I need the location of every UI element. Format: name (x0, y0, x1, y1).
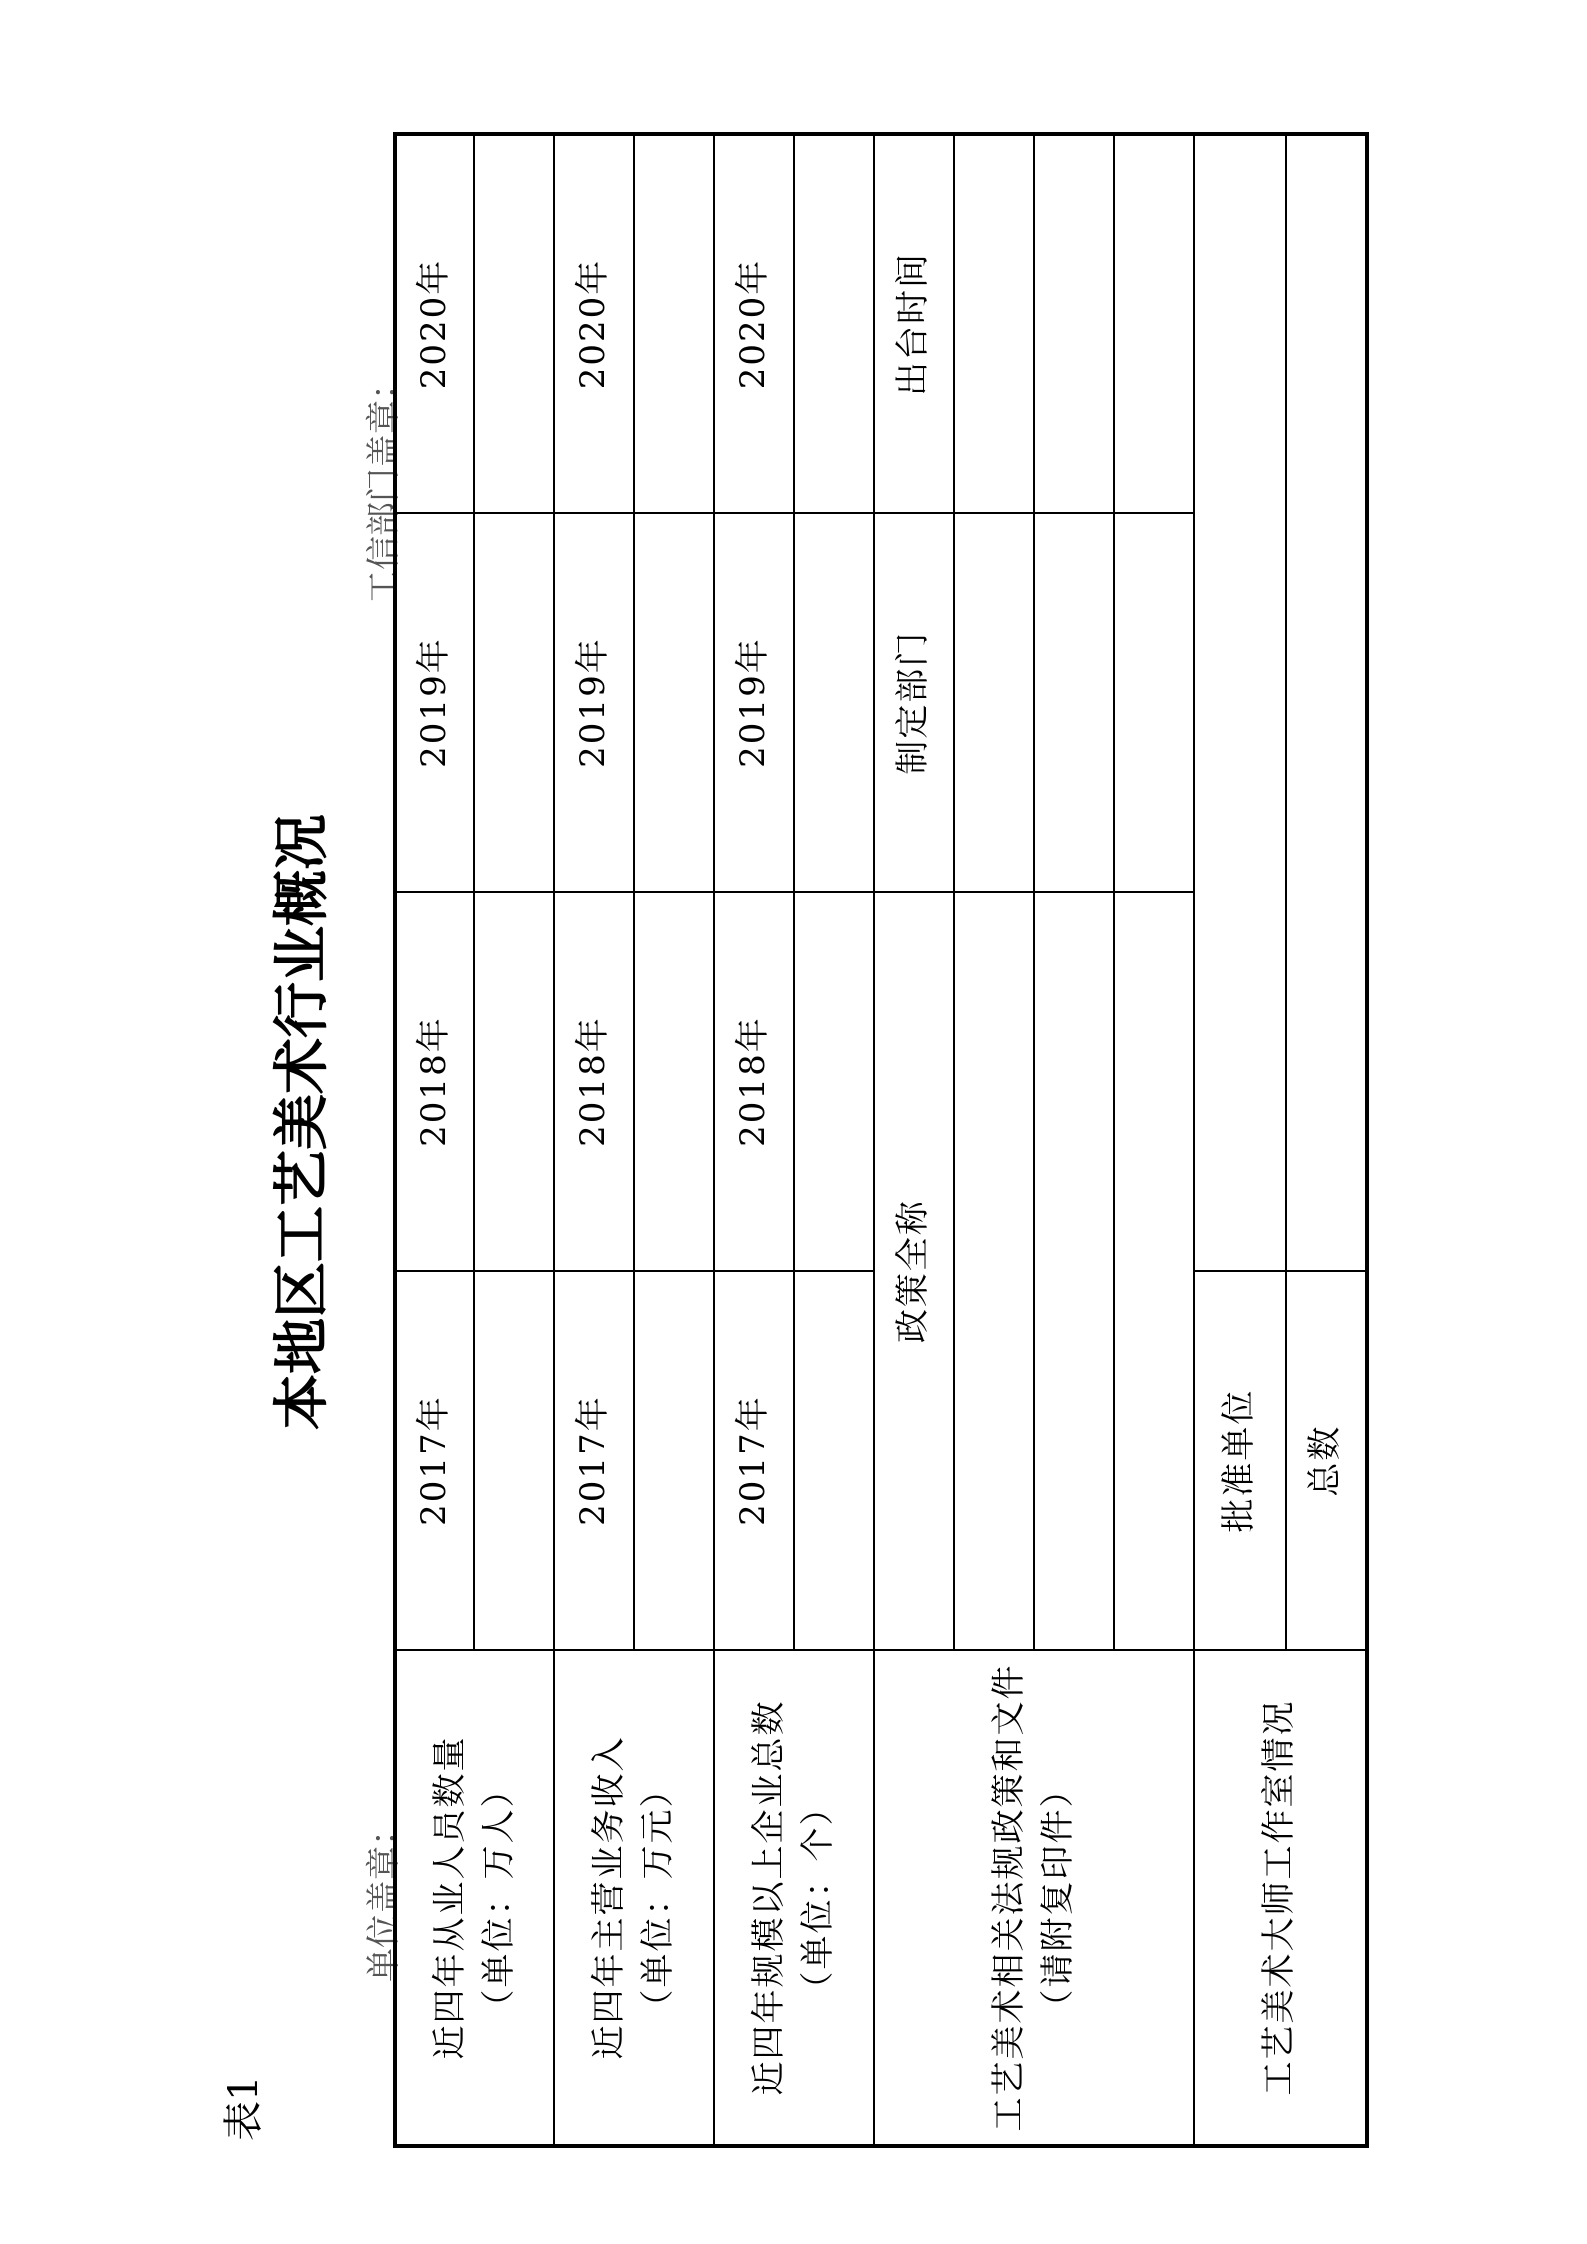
revenue-value-2018[interactable] (634, 892, 714, 1271)
enterprises-value-2019[interactable] (794, 513, 874, 892)
policy-name-cell[interactable] (1114, 892, 1194, 1650)
policy-date-cell[interactable] (1114, 134, 1194, 513)
policy-dept-cell[interactable] (954, 513, 1034, 892)
revenue-value-2020[interactable] (634, 134, 714, 513)
policy-dept-cell[interactable] (1114, 513, 1194, 892)
total-label: 总数 (1286, 1271, 1367, 1650)
employees-year-2017: 2017年 (395, 1271, 474, 1650)
policy-name-header: 政策全称 (874, 892, 954, 1650)
approval-unit-label: 批准单位 (1194, 1271, 1286, 1650)
revenue-value-2019[interactable] (634, 513, 714, 892)
revenue-year-2018: 2018年 (554, 892, 634, 1271)
employees-year-2019: 2019年 (395, 513, 474, 892)
table-row (714, 134, 794, 2146)
dept-stamp-label: 工信部门盖章： (364, 366, 404, 604)
policy-date-header: 出台时间 (874, 134, 954, 513)
table-row (395, 134, 474, 2146)
employees-value-2018[interactable] (474, 892, 554, 1271)
approval-unit-value[interactable] (1194, 134, 1286, 1271)
enterprises-value-2017[interactable] (794, 1271, 874, 1650)
revenue-value-2017[interactable] (634, 1271, 714, 1650)
policy-name-cell[interactable] (954, 892, 1034, 1650)
revenue-label: 近四年主营业务收入 （单位：万元） (554, 1650, 714, 2146)
revenue-year-2019: 2019年 (554, 513, 634, 892)
revenue-year-2017: 2017年 (554, 1271, 634, 1650)
policy-name-cell[interactable] (1034, 892, 1114, 1650)
unit-stamp-label: 单位盖章： (364, 1812, 404, 1982)
enterprises-value-2018[interactable] (794, 892, 874, 1271)
table-row (1194, 134, 1286, 2146)
table-label: 表1 (221, 2075, 267, 2141)
employees-year-2020: 2020年 (395, 134, 474, 513)
employees-label: 近四年从业人员数量 （单位：万人） (395, 1650, 554, 2146)
employees-value-2020[interactable] (474, 134, 554, 513)
policy-dept-cell[interactable] (1034, 513, 1114, 892)
employees-year-2018: 2018年 (395, 892, 474, 1271)
employees-value-2019[interactable] (474, 513, 554, 892)
employees-value-2017[interactable] (474, 1271, 554, 1650)
table-row (554, 134, 634, 2146)
enterprises-year-2018: 2018年 (714, 892, 794, 1271)
enterprises-year-2017: 2017年 (714, 1271, 794, 1650)
total-value[interactable] (1286, 134, 1367, 1271)
studio-label: 工艺美术大师工作室情况 (1194, 1650, 1367, 2146)
policy-label: 工艺美术相关法规政策和文件（请附复印件） (874, 1650, 1194, 2146)
table-row (874, 134, 954, 2146)
revenue-year-2020: 2020年 (554, 134, 634, 513)
policy-date-cell[interactable] (1034, 134, 1114, 513)
policy-dept-header: 制定部门 (874, 513, 954, 892)
industry-overview-table (393, 132, 1369, 2148)
page-title: 本地区工艺美术行业概况 (270, 814, 335, 1430)
enterprises-year-2019: 2019年 (714, 513, 794, 892)
enterprises-year-2020: 2020年 (714, 134, 794, 513)
policy-date-cell[interactable] (954, 134, 1034, 513)
enterprises-value-2020[interactable] (794, 134, 874, 513)
enterprises-label: 近四年规模以上企业总数 （单位：个） (714, 1650, 874, 2146)
